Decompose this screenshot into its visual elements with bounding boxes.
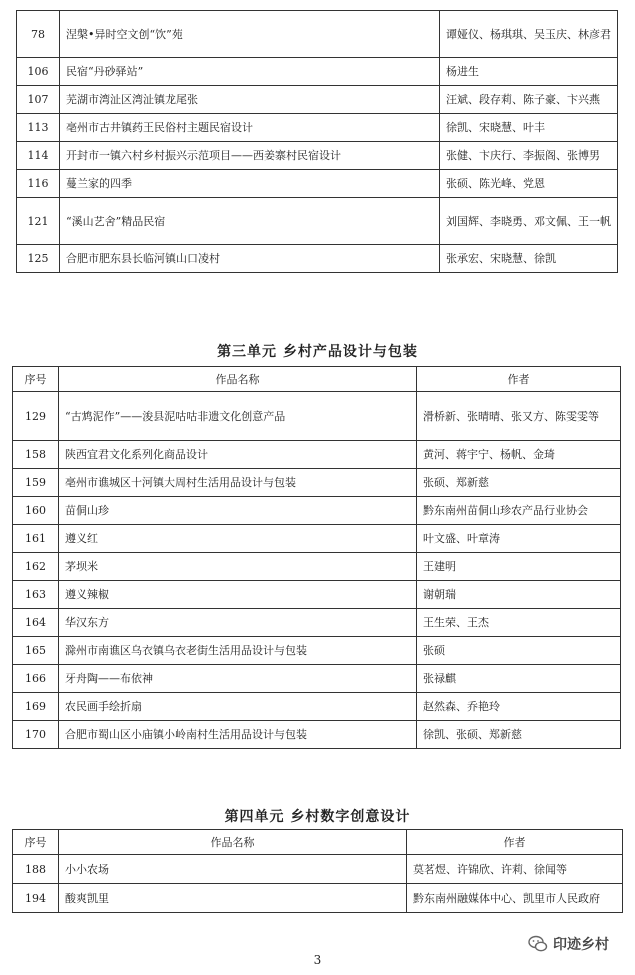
work-title: 开封市一镇六村乡村振兴示范项目——西姜寨村民宿设计 xyxy=(60,142,440,170)
table-row xyxy=(13,637,621,665)
table-row xyxy=(13,581,621,609)
work-title: 蔓兰家的四季 xyxy=(60,170,440,198)
work-title: 合肥市蜀山区小庙镇小岭南村生活用品设计与包装 xyxy=(59,721,417,749)
work-authors: 张硕 xyxy=(417,637,621,665)
row-number: 161 xyxy=(13,525,59,553)
table-row xyxy=(13,553,621,581)
row-number: 166 xyxy=(13,665,59,693)
section-title-unit3: 第三单元 乡村产品设计与包装 xyxy=(217,344,418,360)
header-authors: 作者 xyxy=(417,367,621,392)
work-authors: 王建明 xyxy=(417,553,621,581)
work-authors: 徐凯、宋晓慧、叶丰 xyxy=(440,114,618,142)
table-row xyxy=(13,525,621,553)
row-number: 158 xyxy=(13,441,59,469)
work-title: 华汉东方 xyxy=(59,609,417,637)
row-number: 188 xyxy=(13,855,59,884)
table-row xyxy=(13,855,623,884)
work-authors: 赵然森、乔艳玲 xyxy=(417,693,621,721)
row-number: 194 xyxy=(13,884,59,913)
table-header-row xyxy=(13,367,621,392)
row-number: 163 xyxy=(13,581,59,609)
row-number: 165 xyxy=(13,637,59,665)
unit3-table xyxy=(12,366,621,749)
page-number: 3 xyxy=(313,953,322,967)
work-authors: 滑桥新、张晴晴、张又方、陈雯雯等 xyxy=(417,392,621,441)
work-title: 牙舟陶——布依神 xyxy=(59,665,417,693)
work-title: 小小农场 xyxy=(59,855,407,884)
row-number: 78 xyxy=(17,11,60,58)
row-number: 114 xyxy=(17,142,60,170)
section-title-unit4: 第四单元 乡村数字创意设计 xyxy=(224,809,411,825)
table-row xyxy=(13,609,621,637)
work-title: 滁州市南谯区乌衣镇乌衣老街生活用品设计与包装 xyxy=(59,637,417,665)
header-authors: 作者 xyxy=(407,830,623,855)
work-title: 遵义辣椒 xyxy=(59,581,417,609)
header-number: 序号 xyxy=(13,367,59,392)
work-authors: 张承宏、宋晓慧、徐凯 xyxy=(440,245,618,273)
row-number: 116 xyxy=(17,170,60,198)
table-row xyxy=(17,198,618,245)
table-row xyxy=(17,245,618,273)
work-title: 苗侗山珍 xyxy=(59,497,417,525)
header-number: 序号 xyxy=(13,830,59,855)
watermark-text: 印迹乡村 xyxy=(553,937,609,953)
work-authors: 黄河、蒋宇宁、杨帆、金琦 xyxy=(417,441,621,469)
row-number: 169 xyxy=(13,693,59,721)
table-row xyxy=(13,665,621,693)
work-title: 亳州市谯城区十河镇大周村生活用品设计与包装 xyxy=(59,469,417,497)
table-row xyxy=(17,86,618,114)
unit4-table xyxy=(12,829,623,913)
work-authors: 张硕、郑新慈 xyxy=(417,469,621,497)
table-row xyxy=(13,693,621,721)
row-number: 159 xyxy=(13,469,59,497)
work-title: “溪山艺舍”精品民宿 xyxy=(60,198,440,245)
work-title: 芜湖市湾沚区湾沚镇龙尾张 xyxy=(60,86,440,114)
row-number: 107 xyxy=(17,86,60,114)
work-authors: 张健、卞庆行、李振阁、张博男 xyxy=(440,142,618,170)
work-authors: 汪斌、段存莉、陈子豪、卞兴燕 xyxy=(440,86,618,114)
work-authors: 徐凯、张硕、郑新慈 xyxy=(417,721,621,749)
header-title: 作品名称 xyxy=(59,830,407,855)
work-title: 民宿“丹砂驿站” xyxy=(60,58,440,86)
work-authors: 王生荣、王杰 xyxy=(417,609,621,637)
table-row xyxy=(13,884,623,913)
table-header-row xyxy=(13,830,623,855)
work-authors: 谭娅仪、杨琪琪、吴玉庆、林彦君 xyxy=(440,11,618,58)
table-row xyxy=(17,58,618,86)
work-title: 茅坝米 xyxy=(59,553,417,581)
work-title: 合肥市肥东县长临河镇山口凌村 xyxy=(60,245,440,273)
work-title: 农民画手绘折扇 xyxy=(59,693,417,721)
row-number: 164 xyxy=(13,609,59,637)
unit2-table xyxy=(16,10,618,273)
table-row xyxy=(17,11,618,58)
row-number: 170 xyxy=(13,721,59,749)
row-number: 160 xyxy=(13,497,59,525)
table-row xyxy=(17,142,618,170)
table-row xyxy=(13,721,621,749)
row-number: 113 xyxy=(17,114,60,142)
row-number: 129 xyxy=(13,392,59,441)
wechat-icon xyxy=(528,935,548,953)
work-title: 涅槃•异时空文创“饮”苑 xyxy=(60,11,440,58)
row-number: 125 xyxy=(17,245,60,273)
header-title: 作品名称 xyxy=(59,367,417,392)
row-number: 106 xyxy=(17,58,60,86)
row-number: 121 xyxy=(17,198,60,245)
table-row xyxy=(13,392,621,441)
watermark xyxy=(528,934,609,954)
table-row xyxy=(13,441,621,469)
work-authors: 莫茗煜、许锦欣、许莉、徐闻等 xyxy=(407,855,623,884)
work-title: 遵义红 xyxy=(59,525,417,553)
work-title: 亳州市古井镇药王民俗村主题民宿设计 xyxy=(60,114,440,142)
work-authors: 叶文盛、叶章涛 xyxy=(417,525,621,553)
work-authors: 黔东南州融媒体中心、凯里市人民政府 xyxy=(407,884,623,913)
work-authors: 黔东南州苗侗山珍农产品行业协会 xyxy=(417,497,621,525)
work-title: 酸爽凯里 xyxy=(59,884,407,913)
work-title: “古鸩泥作”——浚县泥咕咕非遗文化创意产品 xyxy=(59,392,417,441)
table-row xyxy=(13,497,621,525)
work-authors: 谢朝瑞 xyxy=(417,581,621,609)
work-title: 陕西宜君文化系列化商品设计 xyxy=(59,441,417,469)
table-row xyxy=(13,469,621,497)
table-row xyxy=(17,114,618,142)
work-authors: 杨进生 xyxy=(440,58,618,86)
work-authors: 刘国辉、李晓勇、邓文佩、王一帆 xyxy=(440,198,618,245)
work-authors: 张禄麒 xyxy=(417,665,621,693)
work-authors: 张硕、陈光峰、党恩 xyxy=(440,170,618,198)
table-row xyxy=(17,170,618,198)
row-number: 162 xyxy=(13,553,59,581)
